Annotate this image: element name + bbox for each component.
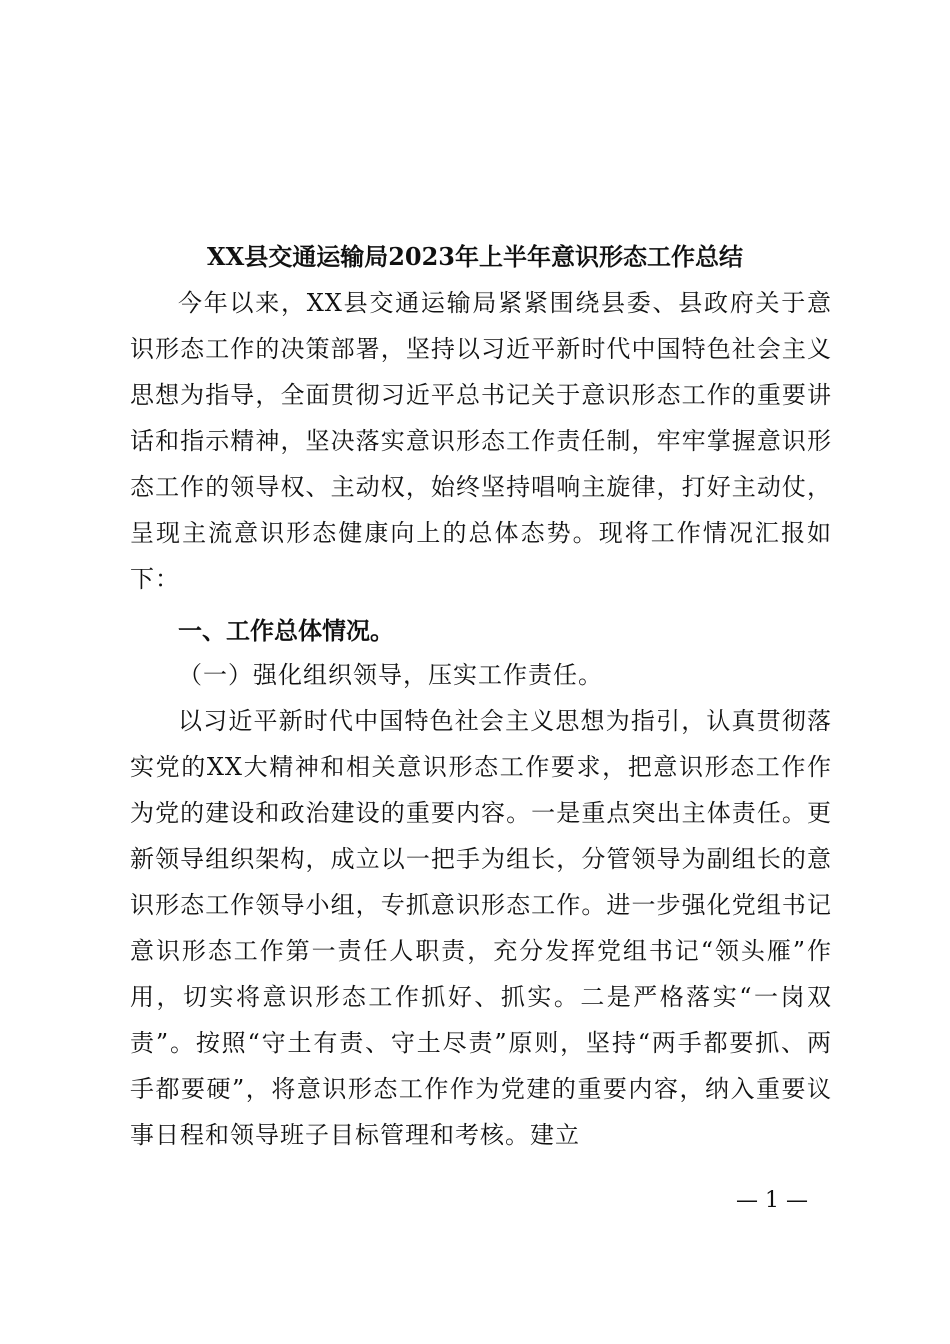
- body-paragraph: 以习近平新时代中国特色社会主义思想为指引，认真贯彻落实党的XX大精神和相关意识形态工作要求，把意识形态工作作为党的建设和政治建设的重要内容。一是重点突出主体责任。更新领导组织架构，成立以一把手为组长，分管领导为副组长的意识形态工作领导小组，专抓意识形态工作。进一步强化党组书记意识形态工作第一责任人职责，充分发挥党组书记“领头雁”作用，切实将意识形态工作抓好、抓实。二是严格落实“一岗双责”。按照“守土有责、守土尽责”原则，坚持“两手都要抓、两手都要硬”，将意识形态工作作为党建的重要内容，纳入重要议事日程和领导班子目标管理和考核。建立: [130, 707, 832, 1149]
- document-title: XX县交通运输局2023年上半年意识形态工作总结: [206, 242, 744, 271]
- page-number: — 1 —: [736, 1188, 808, 1213]
- subsection-heading: （一）强化组织领导，压实工作责任。: [178, 661, 603, 689]
- intro-paragraph: 今年以来，XX县交通运输局紧紧围绕县委、县政府关于意识形态工作的决策部署，坚持以习近平新时代中国特色社会主义思想为指导，全面贯彻习近平总书记关于意识形态工作的重要讲话和指示精神，坚决落实意识形态工作责任制，牢牢掌握意识形态工作的领导权、主动权，始终坚持唱响主旋律，打好主动仗，呈现主流意识形态健康向上的总体态势。现将工作情况汇报如下：: [130, 289, 832, 593]
- section-heading: 一、工作总体情况。: [178, 617, 394, 645]
